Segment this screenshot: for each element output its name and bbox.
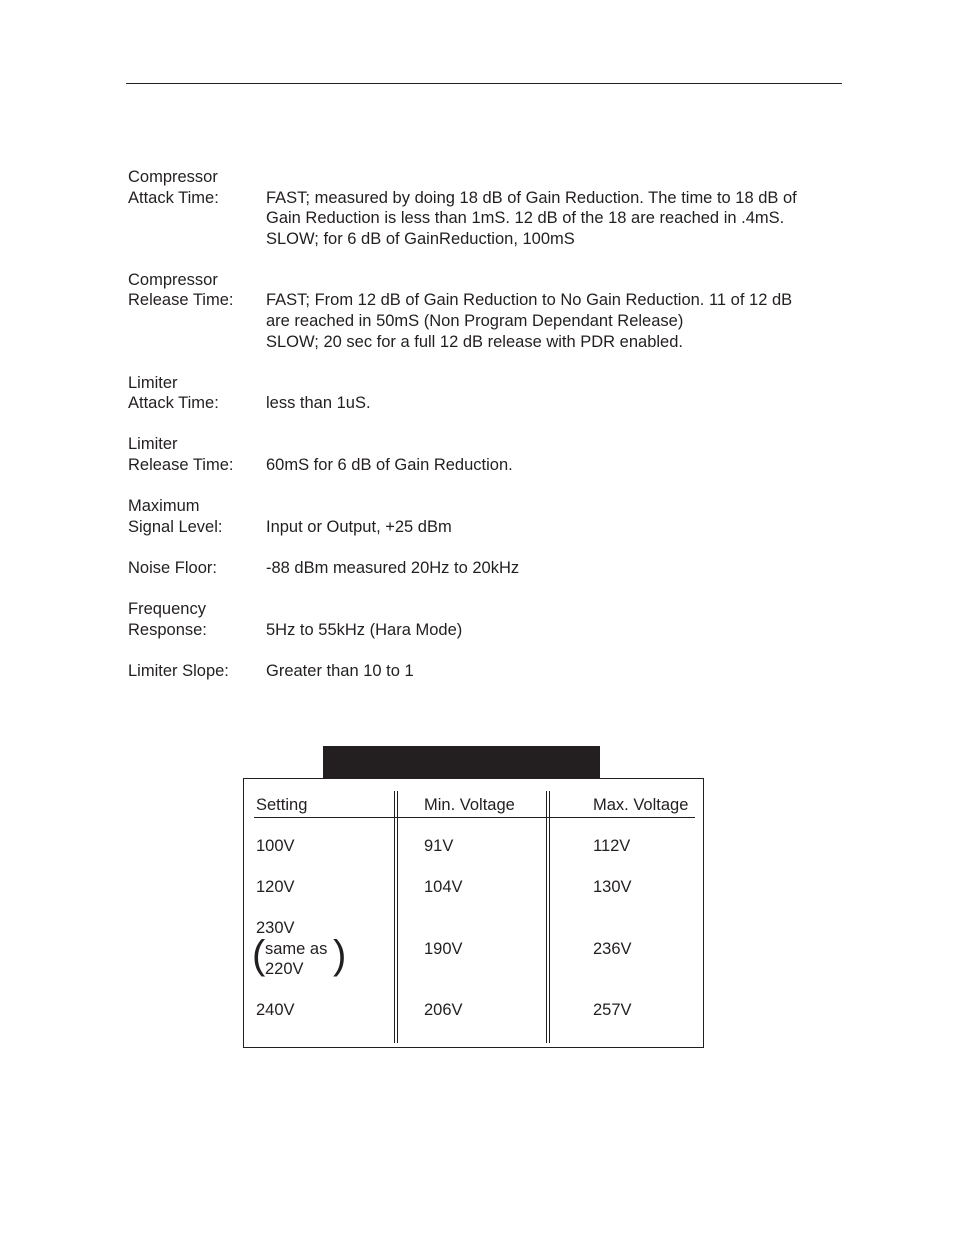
spec-compressor-release [128,270,848,352]
spec-value: -88 dBm measured 20Hz to 20kHz [266,558,520,577]
header-min-voltage: Min. Voltage [424,796,515,814]
spec-value: FAST; measured by doing 18 dB of Gain Reduction. The time to 18 dB of Gain Reduction is less than 1mS. 12 dB of the 18 are reached in .4mS. SLOW; for 6 dB of GainReduction, 100mS [266,188,797,248]
cell-setting-note: same as [265,940,328,958]
column-divider [546,791,550,1043]
spec-label: Noise Floor: [128,558,217,577]
spec-max-signal-level [128,496,848,537]
table-header-bar [323,746,600,778]
cell-max: 112V [593,837,631,855]
spec-compressor-attack [128,167,848,249]
cell-max: 236V [593,940,632,958]
open-paren: ( [252,933,266,977]
spec-value: 5Hz to 55kHz (Hara Mode) [266,620,463,639]
spec-label: Frequency Response: [128,599,207,639]
spec-limiter-attack [128,373,848,414]
spec-frequency-response [128,599,848,640]
spec-value: Greater than 10 to 1 [266,661,414,680]
cell-max: 130V [593,878,632,896]
spec-value: Input or Output, +25 dBm [266,517,452,536]
cell-setting: 230V [256,919,295,937]
spec-label: Maximum Signal Level: [128,497,223,536]
spec-value: less than 1uS. [266,394,371,413]
cell-min: 206V [424,1001,463,1019]
spec-noise-floor [128,558,848,579]
header-max-voltage: Max. Voltage [593,796,689,814]
spec-label: Limiter Release Time: [128,435,234,475]
header-rule [254,817,695,818]
cell-setting-note: 220V [265,960,304,978]
cell-setting: 100V [256,837,295,855]
header-setting: Setting [256,796,308,814]
spec-label: Limiter Slope: [128,661,229,680]
spec-label: Limiter Attack Time: [128,373,219,413]
close-paren: ) [333,933,347,977]
cell-min: 190V [424,940,463,958]
spec-limiter-release [128,434,848,475]
cell-min: 91V [424,837,454,855]
cell-max: 257V [593,1001,632,1019]
spec-limiter-slope [128,661,848,682]
voltage-table [243,778,704,1048]
column-divider [394,791,398,1043]
spec-value: FAST; From 12 dB of Gain Reduction to No Gain Reduction. 11 of 12 dB are reached in 50mS (Non Program Dependant Release) SLOW; 20 sec for a full 12 dB release with PDR enabled. [266,291,793,351]
spec-label: Compressor Attack Time: [128,168,219,207]
top-rule [126,83,842,84]
cell-min: 104V [424,878,463,896]
cell-setting: 120V [256,878,295,896]
spec-value: 60mS for 6 dB of Gain Reduction. [266,456,513,475]
spec-list [128,167,848,702]
cell-setting: 240V [256,1001,295,1019]
spec-label: Compressor Release Time: [128,270,234,310]
